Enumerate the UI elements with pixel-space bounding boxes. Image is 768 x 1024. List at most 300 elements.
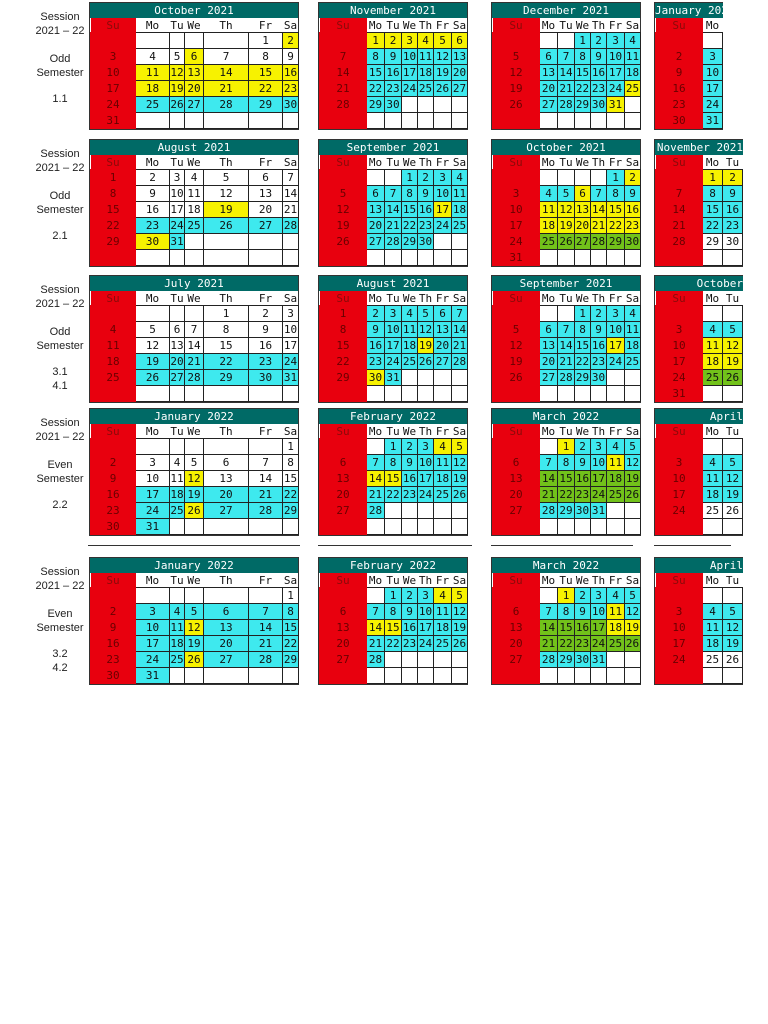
day-cell: 29 [703,234,723,250]
day-cell: 26 [418,355,433,368]
empty-day-cell [402,113,418,129]
empty-day-cell [367,439,385,455]
semester-label-line: Semester [36,340,84,352]
day-cell: 28 [540,503,558,519]
week-row [656,218,743,234]
day-cell: 23 [656,97,703,113]
week-row [91,250,299,266]
week-row [656,370,743,386]
day-cell: 17 [418,472,433,485]
month-grid [319,424,468,535]
day-cell: 4 [540,186,558,202]
empty-day-cell [434,234,452,250]
week-row [656,455,743,471]
day-cell: 9 [283,49,299,65]
empty-day-cell [493,306,540,322]
weekday-header: Su [493,291,540,306]
day-cell: 14 [204,65,249,81]
day-cell: 7 [452,306,468,322]
empty-day-cell [367,668,385,684]
week-row [91,471,299,487]
day-cell: 6 [540,322,558,338]
weekday-header: Tu [559,291,573,305]
day-cell: 5 [418,306,434,322]
day-cell: 19 [452,621,467,634]
weekday-header: Mo [145,424,160,438]
day-cell: 22 [283,637,298,650]
day-cell: 16 [91,636,136,652]
semester-code-line: 2.2 [52,499,68,511]
day-cell: 16 [591,66,606,79]
day-cell: 9 [249,322,283,338]
weekday-header: Sa [452,18,467,32]
weekday-header: Th [418,291,433,305]
day-cell: 12 [452,605,467,618]
semester-code [28,647,92,675]
empty-day-cell [402,652,418,668]
day-cell: 24 [656,503,703,519]
day-cell: 17 [283,339,298,352]
empty-day-cell [434,113,452,129]
week-row [493,65,641,81]
week-row [91,636,299,652]
day-cell: 7 [558,322,575,338]
day-cell: 11 [434,604,452,620]
week-row [656,604,743,620]
day-cell: 22 [402,219,417,232]
day-cell: 8 [204,322,249,338]
weekday-header-row [493,291,641,306]
week-row [320,620,468,636]
empty-day-cell [540,306,558,322]
day-cell: 20 [434,338,452,354]
week-row [656,33,723,49]
day-cell: 16 [91,487,136,503]
empty-day-cell [452,370,468,386]
day-cell: 25 [540,234,558,250]
empty-day-cell [656,588,703,604]
weekday-header: Su [91,291,136,306]
day-cell: 8 [575,49,591,65]
day-cell: 12 [185,471,204,487]
empty-day-cell [656,306,703,322]
week-row [656,386,743,402]
empty-day-cell [575,668,591,684]
day-cell: 15 [559,472,573,485]
day-cell: 18 [625,339,640,352]
day-cell: 15 [386,472,400,485]
day-cell: 29 [249,97,283,113]
day-cell: 17 [591,621,606,634]
day-cell: 1 [367,33,385,49]
empty-day-cell [385,113,402,129]
day-cell: 26 [493,370,540,386]
empty-day-cell [723,439,743,455]
empty-day-cell [575,386,591,402]
empty-day-cell [136,250,170,266]
day-cell: 11 [418,50,433,63]
day-cell: 5 [320,186,367,202]
week-row [91,322,299,338]
day-cell: 17 [703,81,723,97]
weekday-header: We [575,155,590,169]
weekday-header: Fr [608,424,623,438]
week-row [656,487,743,503]
day-cell: 13 [204,471,249,487]
day-cell: 2 [402,588,418,604]
day-cell: 8 [91,186,136,202]
empty-day-cell [204,250,249,266]
day-cell: 9 [575,455,591,471]
weekday-header: Fr [258,424,273,438]
day-cell: 5 [204,170,249,186]
day-cell: 8 [402,186,418,202]
empty-day-cell [402,386,418,402]
day-cell: 4 [418,33,434,49]
empty-day-cell [434,97,452,113]
day-cell: 23 [591,355,606,368]
week-row [320,668,468,684]
day-cell: 7 [540,604,558,620]
day-cell: 11 [703,338,723,354]
weekday-header: Tu [170,291,184,305]
weekday-header: Tu [725,573,740,587]
day-cell: 14 [452,323,467,336]
week-row [320,455,468,471]
day-cell: 30 [386,98,400,111]
day-cell: 24 [607,354,625,370]
empty-day-cell [591,250,607,266]
day-cell: 16 [625,203,640,216]
day-cell: 30 [575,653,590,666]
day-cell: 31 [607,97,625,113]
day-cell: 24 [136,652,170,668]
week-row [91,81,299,97]
day-cell: 15 [703,202,723,218]
weekday-header: Mo [368,155,383,169]
day-cell: 12 [136,338,170,354]
week-row [493,306,641,322]
day-cell: 5 [452,439,468,455]
week-row [91,370,299,386]
empty-day-cell [493,33,540,49]
day-cell: 2 [575,439,591,455]
weekday-header-row [656,573,743,588]
day-cell: 10 [607,322,625,338]
day-cell: 1 [91,170,136,186]
day-cell: 17 [170,203,184,216]
week-row [320,81,468,97]
weekday-header: Th [219,18,233,32]
weekday-header: Tu [170,155,184,169]
day-cell: 19 [723,354,743,370]
empty-day-cell [367,250,385,266]
day-cell: 16 [367,338,385,354]
day-cell: 12 [170,66,184,79]
empty-day-cell [452,250,468,266]
day-cell: 14 [386,203,400,216]
week-row [493,487,641,503]
day-cell: 27 [320,503,367,519]
empty-day-cell [249,668,283,684]
empty-day-cell [493,519,540,535]
session-label-line: Session [40,284,80,296]
day-cell: 8 [558,455,575,471]
day-cell: 10 [136,471,170,487]
empty-day-cell [170,33,185,49]
day-cell: 25 [607,636,625,652]
day-cell: 12 [185,620,204,636]
day-cell: 1 [385,588,402,604]
day-cell: 19 [204,202,249,218]
day-cell: 16 [402,621,417,634]
empty-day-cell [703,439,723,455]
day-cell: 15 [91,202,136,218]
day-cell: 15 [204,338,249,354]
week-row [91,33,299,49]
day-cell: 2 [283,33,299,49]
day-cell: 2 [723,170,743,186]
day-cell: 14 [249,620,283,636]
semester-label-line: Semester [36,67,84,79]
day-cell: 2 [591,33,607,49]
semester-code-line: 4.2 [52,662,68,674]
week-row [320,439,468,455]
day-cell: 14 [540,620,558,636]
week-row [656,354,743,370]
week-row [91,354,299,370]
day-cell: 26 [320,234,367,250]
empty-day-cell [723,668,743,684]
weekday-header: Mo [541,155,556,169]
empty-day-cell [91,250,136,266]
empty-day-cell [170,113,185,129]
empty-day-cell [367,113,385,129]
day-cell: 19 [434,65,452,81]
day-cell: 1 [204,306,249,322]
day-cell: 23 [575,488,590,501]
day-cell: 17 [656,487,703,503]
weekday-header: Fr [608,18,623,32]
day-cell: 3 [434,170,452,186]
day-cell: 18 [418,66,433,79]
day-cell: 28 [283,219,298,232]
empty-day-cell [91,439,136,455]
day-cell: 1 [703,170,723,186]
weekday-header: Mo [541,573,556,587]
week-row [656,668,743,684]
session-label-line: 2021 – 22 [35,162,85,174]
day-cell: 18 [402,339,417,352]
day-cell: 30 [91,668,136,684]
day-cell: 5 [185,604,204,620]
semester-label [28,189,92,217]
day-cell: 17 [386,339,400,352]
week-row [320,250,468,266]
day-cell: 5 [723,322,743,338]
day-cell: 18 [607,471,625,487]
week-row [320,519,468,535]
empty-day-cell [91,33,136,49]
month-title: July 2021 [90,276,298,291]
month-grid [655,155,743,266]
semester-label-line: Even [47,459,73,471]
empty-day-cell [136,33,170,49]
semester-label-line: Semester [36,622,84,634]
month-grid [90,573,299,684]
session-label [28,10,92,38]
month-title: December 2021 [492,3,640,18]
day-cell: 20 [367,218,385,234]
weekday-header: We [187,155,201,169]
day-cell: 9 [91,471,136,487]
session-label-line: Session [40,11,80,23]
day-cell: 28 [386,235,400,248]
day-cell: 10 [434,186,452,202]
day-cell: 8 [575,322,591,338]
day-cell: 31 [283,371,298,384]
day-cell: 17 [434,202,452,218]
day-cell: 23 [283,82,298,95]
empty-day-cell [434,519,452,535]
day-cell: 15 [402,203,417,216]
day-cell: 22 [575,355,590,368]
day-cell: 9 [575,604,591,620]
day-cell: 3 [136,604,170,620]
day-cell: 4 [607,588,625,604]
weekday-header: Th [591,424,606,438]
week-row [656,439,743,455]
empty-day-cell [170,250,185,266]
day-cell: 17 [656,636,703,652]
day-cell: 7 [591,186,607,202]
day-cell: 17 [493,218,540,234]
day-cell: 23 [723,218,743,234]
day-cell: 9 [367,322,385,338]
day-cell: 3 [607,33,625,49]
month-title: January 2022 [90,558,298,573]
day-cell: 31 [386,371,400,384]
day-cell: 5 [723,455,743,471]
weekday-header: Mo [541,291,556,305]
day-cell: 16 [575,472,590,485]
week-row [320,65,468,81]
semester-label-line: Odd [49,53,71,65]
month-grid [90,18,299,129]
weekday-header: We [187,573,201,587]
weekday-header: Su [656,573,703,588]
day-cell: 10 [703,65,723,81]
day-cell: 1 [402,170,418,186]
empty-day-cell [493,439,540,455]
day-cell: 24 [607,81,625,97]
day-cell: 10 [656,471,703,487]
month-title: September 2021 [492,276,640,291]
weekday-header: Th [219,155,233,169]
day-cell: 21 [386,219,400,232]
day-cell: 23 [402,637,417,650]
empty-day-cell [249,113,283,129]
week-row [493,668,641,684]
day-cell: 24 [386,355,400,368]
empty-day-cell [625,386,641,402]
day-cell: 20 [204,636,249,652]
empty-day-cell [283,386,299,402]
day-cell: 22 [607,218,625,234]
session-label [28,416,92,444]
day-cell: 26 [185,503,204,519]
month-grid [492,424,641,535]
day-cell: 3 [591,588,607,604]
day-cell: 3 [283,306,299,322]
weekday-header-row [656,424,743,439]
day-cell: 25 [434,487,452,503]
day-cell: 5 [452,588,468,604]
day-cell: 20 [575,219,590,232]
day-cell: 11 [607,604,625,620]
month-calendar [654,557,743,685]
semester-code [28,92,92,106]
day-cell: 16 [402,472,417,485]
day-cell: 25 [170,504,184,517]
empty-day-cell [385,170,402,186]
day-cell: 1 [558,439,575,455]
day-cell: 19 [625,472,640,485]
session-label [28,147,92,175]
day-cell: 26 [723,370,743,386]
empty-day-cell [204,234,249,250]
weekday-header: Su [493,573,540,588]
day-cell: 28 [249,503,283,519]
day-cell: 22 [249,81,283,97]
session-label-line: Session [40,566,80,578]
day-cell: 26 [625,637,640,650]
day-cell: 10 [591,605,606,618]
empty-day-cell [558,386,575,402]
empty-day-cell [283,250,299,266]
day-cell: 3 [91,49,136,65]
day-cell: 18 [452,203,467,216]
day-cell: 9 [402,455,418,471]
day-cell: 25 [434,636,452,652]
day-cell: 27 [540,97,558,113]
day-cell: 26 [559,235,573,248]
weekday-header: Mo [705,291,720,305]
day-cell: 22 [91,218,136,234]
weekday-header: We [575,573,590,587]
empty-day-cell [558,306,575,322]
week-row [656,113,723,129]
day-cell: 26 [170,98,184,111]
empty-day-cell [185,519,204,535]
empty-day-cell [558,113,575,129]
day-cell: 8 [320,322,367,338]
empty-day-cell [249,386,283,402]
day-cell: 30 [136,234,170,250]
weekday-header: Fr [258,291,273,305]
week-row [656,322,743,338]
weekday-header-row [320,424,468,439]
weekday-header: Tu [170,573,184,587]
day-cell: 8 [385,455,402,471]
empty-day-cell [703,668,723,684]
row-label-block [28,283,92,393]
day-cell: 18 [625,66,640,79]
day-cell: 16 [418,203,433,216]
week-row [320,202,468,218]
day-cell: 1 [320,306,367,322]
month-grid [655,573,743,684]
